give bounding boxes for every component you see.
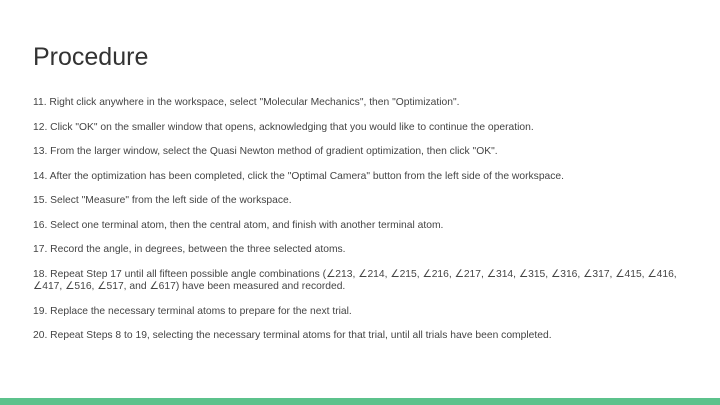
step-20: 20. Repeat Steps 8 to 19, selecting the necessary terminal atoms for that trial, until all trials have been completed. [33,330,552,341]
step-16: 16. Select one terminal atom, then the central atom, and finish with another terminal atom. [33,219,444,231]
step-15: 15. Select "Measure" from the left side of the workspace. [33,195,292,206]
step-13: 13. From the larger window, select the Quasi Newton method of gradient optimization, then click "OK". [33,146,498,157]
footer-accent-bar [0,398,720,405]
step-17: 17. Record the angle, in degrees, between the three selected atoms. [33,244,346,255]
slide-title: Procedure [33,43,149,71]
step-11: 11. Right click anywhere in the workspace, select "Molecular Mechanics", then "Optimization". [33,97,460,108]
step-19: 19. Replace the necessary terminal atoms to prepare for the next trial. [33,305,352,317]
step-12: 12. Click "OK" on the smaller window that opens, acknowledging that you would like to continue the operation. [33,121,534,133]
step-14: 14. After the optimization has been completed, click the "Optimal Camera" button from the left side of the workspace. [33,170,565,182]
procedure-steps [33,97,683,355]
step-18: 18. Repeat Step 17 until all fifteen possible angle combinations (∠213, ∠214, ∠215, ∠216, ∠217, ∠314, ∠315, ∠316, ∠317, ∠415, ∠416, ∠417, ∠516, ∠517, and ∠617) have been measured and recorded. [33,268,677,292]
